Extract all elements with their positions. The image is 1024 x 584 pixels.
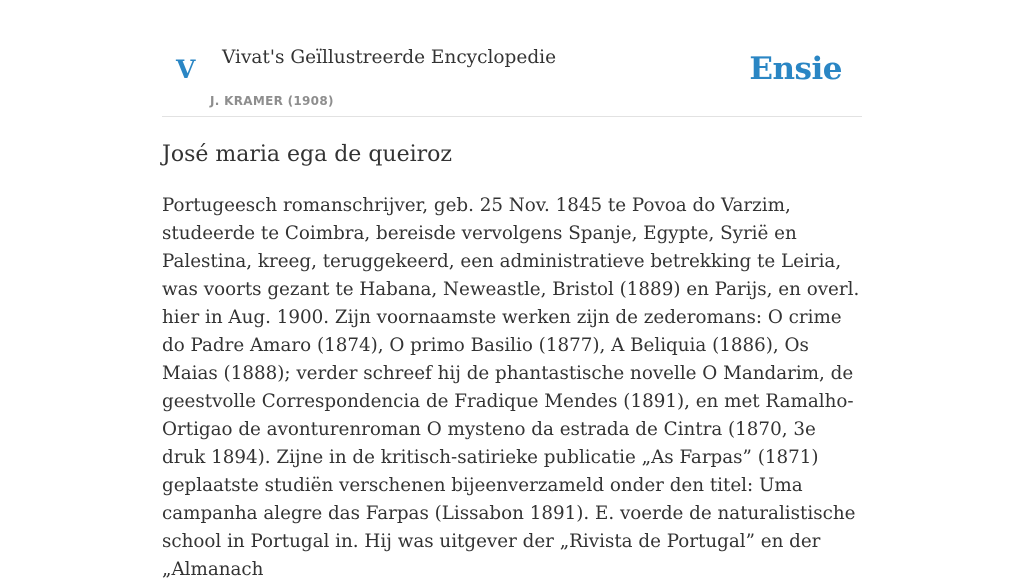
book-title-link[interactable]: Vivat's Geïllustreerde Encyclopedie (222, 47, 557, 68)
entry-title: José maria ega de queiroz (162, 142, 452, 167)
book-author: J. KRAMER (1908) (210, 94, 334, 108)
header (162, 0, 862, 117)
ensie-logo-link[interactable]: Ensie (749, 51, 842, 87)
book-logo-icon[interactable]: V (176, 55, 196, 84)
entry-body: Portugeesch romanschrijver, geb. 25 Nov. 1845 te Povoa do Varzim, studeerde te Coimbra, bereisde vervolgens Spanje, Egypte, Syrië en Palestina, kreeg, teruggekeerd, een administratieve betrekking te Leiria, was voorts gezant te Habana, Neweastle, Bristol (1889) en Parijs, en overl. hier in Aug. 1900. Zijn voornaamste werken zijn de zederomans: O crime do Padre Amaro (1874), O primo Basilio (1877), A Beliquia (1886), Os Maias (1888); verder schreef hij de phantastische novelle O Mandarim, de geestvolle Correspondencia de Fradique Mendes (1891), en met Ramalho-Ortigao de avonturenroman O mysteno da estrada de Cintra (1870, 3e druk 1894). Zijne in de kritisch-satirieke publicatie „As Farpas” (1871) geplaatste studiën verschenen bijeenverzameld onder den titel: Uma campanha alegre das Farpas (Lissabon 1891). E. voerde de naturalistische school in Portugal in. Hij was uitgever der „Rivista de Portugal” en der „Almanach (162, 195, 860, 580)
